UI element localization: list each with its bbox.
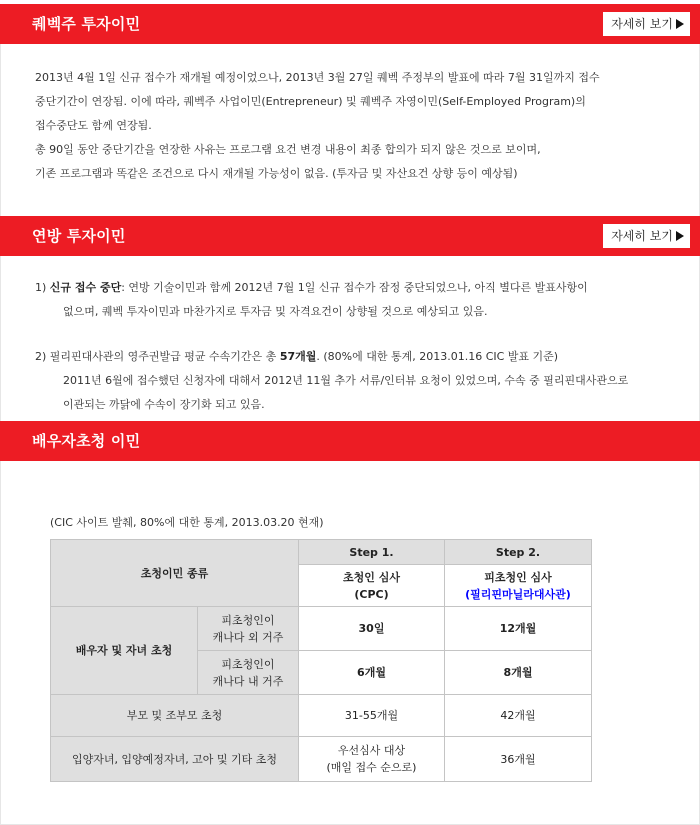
- federal-item-1-line-1: [35, 276, 675, 300]
- item-bold: 신규 접수 중단: [49, 281, 122, 294]
- quebec-line: 기존 프로그램과 똑같은 조건으로 다시 재개될 가능성이 없음. (투자금 및 자산요건 상향 등이 예상됨): [35, 167, 518, 180]
- quebec-line: 접수중단도 함께 연장됨.: [35, 119, 152, 132]
- inside-canada-line: 캐나다 내 거주: [212, 674, 284, 688]
- step1-desc-line: 초청인 심사: [343, 570, 400, 584]
- processing-time-table: [50, 539, 592, 782]
- parents-step1: 31-55개월: [299, 695, 445, 737]
- spouse-child-label: 배우자 및 자녀 초청: [51, 607, 198, 695]
- outside-canada-line: 캐나다 외 거주: [212, 630, 284, 644]
- step2-header: Step 2.: [445, 540, 592, 565]
- federal-item-2: [35, 345, 675, 417]
- federal-section-title: 연방 투자이민: [32, 227, 126, 245]
- adoption-step1-line: 우선심사 대상: [337, 744, 406, 757]
- adoption-label: 입양자녀, 입양예정자녀, 고아 및 기타 초청: [51, 737, 299, 782]
- federal-item-2-line-3: 이관되는 까닭에 수속이 장기화 되고 있음.: [63, 398, 265, 411]
- federal-more-link[interactable]: [603, 224, 690, 248]
- outside-canada-label: [198, 607, 299, 651]
- outside-step1: 30일: [299, 607, 445, 651]
- federal-item-2-line-2: 2011년 6월에 접수했던 신청자에 대해서 2012년 11월 추가 서류/인터뷰 요청이 있었으며, 수속 중 필리핀대사관으로: [63, 374, 629, 387]
- step2-desc-embassy: (필리핀마닐라대사관): [465, 587, 571, 601]
- quebec-section-title: 퀘벡주 투자이민: [32, 15, 141, 33]
- spouse-section-title: 배우자초청 이민: [32, 432, 141, 450]
- inside-step1: 6개월: [299, 651, 445, 695]
- table-caption: (CIC 사이트 발췌, 80%에 대한 통계, 2013.03.20 현재): [50, 516, 324, 529]
- arrow-right-icon: [676, 231, 684, 241]
- more-link-label: 자세히 보기: [611, 17, 673, 31]
- inside-canada-label: [198, 651, 299, 695]
- inside-canada-line: 피초청인이: [221, 657, 275, 671]
- item-text: 필리핀대사관의 영주권발급 평균 수속기간은 총: [49, 350, 277, 363]
- step2-desc: [445, 565, 592, 607]
- federal-section-header: [0, 216, 700, 256]
- adoption-step1: [299, 737, 445, 782]
- quebec-section-header: [0, 4, 700, 44]
- quebec-line: 중단기간이 연장됨. 이에 따라, 퀘벡주 사업이민(Entrepreneur) 및 퀘벡주 자영이민(Self-Employed Program)의: [35, 95, 586, 108]
- type-header: 초청이민 종류: [51, 540, 299, 607]
- parents-step2: 42개월: [445, 695, 592, 737]
- step1-desc-line: (CPC): [354, 587, 389, 601]
- item-text: . (80%에 대한 통계, 2013.01.16 CIC 발표 기준): [316, 350, 559, 363]
- quebec-line: 총 90일 동안 중단기간을 연장한 사유는 프로그램 요건 변경 내용이 최종 합의가 되지 않은 것으로 보이며,: [35, 143, 541, 156]
- inside-step2: 8개월: [445, 651, 592, 695]
- arrow-right-icon: [676, 19, 684, 29]
- quebec-line: 2013년 4월 1일 신규 접수가 재개될 예정이었으나, 2013년 3월 27일 퀘벡 주정부의 발표에 따라 7월 31일까지 접수: [35, 71, 600, 84]
- step2-desc-line: 피초청인 심사: [484, 570, 552, 584]
- federal-item-2-line-1: [35, 345, 675, 369]
- quebec-more-link[interactable]: [603, 12, 690, 36]
- federal-item-1: [35, 276, 675, 324]
- parents-label: 부모 및 조부모 초청: [51, 695, 299, 737]
- adoption-step1-line: (매일 접수 순으로): [326, 761, 417, 774]
- adoption-step2: 36개월: [445, 737, 592, 782]
- step1-header: Step 1.: [299, 540, 445, 565]
- outside-step2: 12개월: [445, 607, 592, 651]
- item-text: : 연방 기술이민과 함께 2012년 7월 1일 신규 접수가 잠정 중단되었으나, 아직 별다른 발표사항이: [121, 281, 588, 294]
- item-number: 1): [35, 281, 47, 294]
- federal-item-1-line-2: 없으며, 퀘벡 투자이민과 마찬가지로 투자금 및 자격요건이 상향될 것으로 예상되고 있음.: [63, 305, 488, 318]
- step1-desc: [299, 565, 445, 607]
- quebec-body: [35, 66, 675, 186]
- outside-canada-line: 피초청인이: [221, 613, 275, 627]
- item-number: 2): [35, 350, 47, 363]
- more-link-label: 자세히 보기: [611, 229, 673, 243]
- spouse-section-header: [0, 421, 700, 461]
- item-bold: 57개월: [279, 350, 317, 363]
